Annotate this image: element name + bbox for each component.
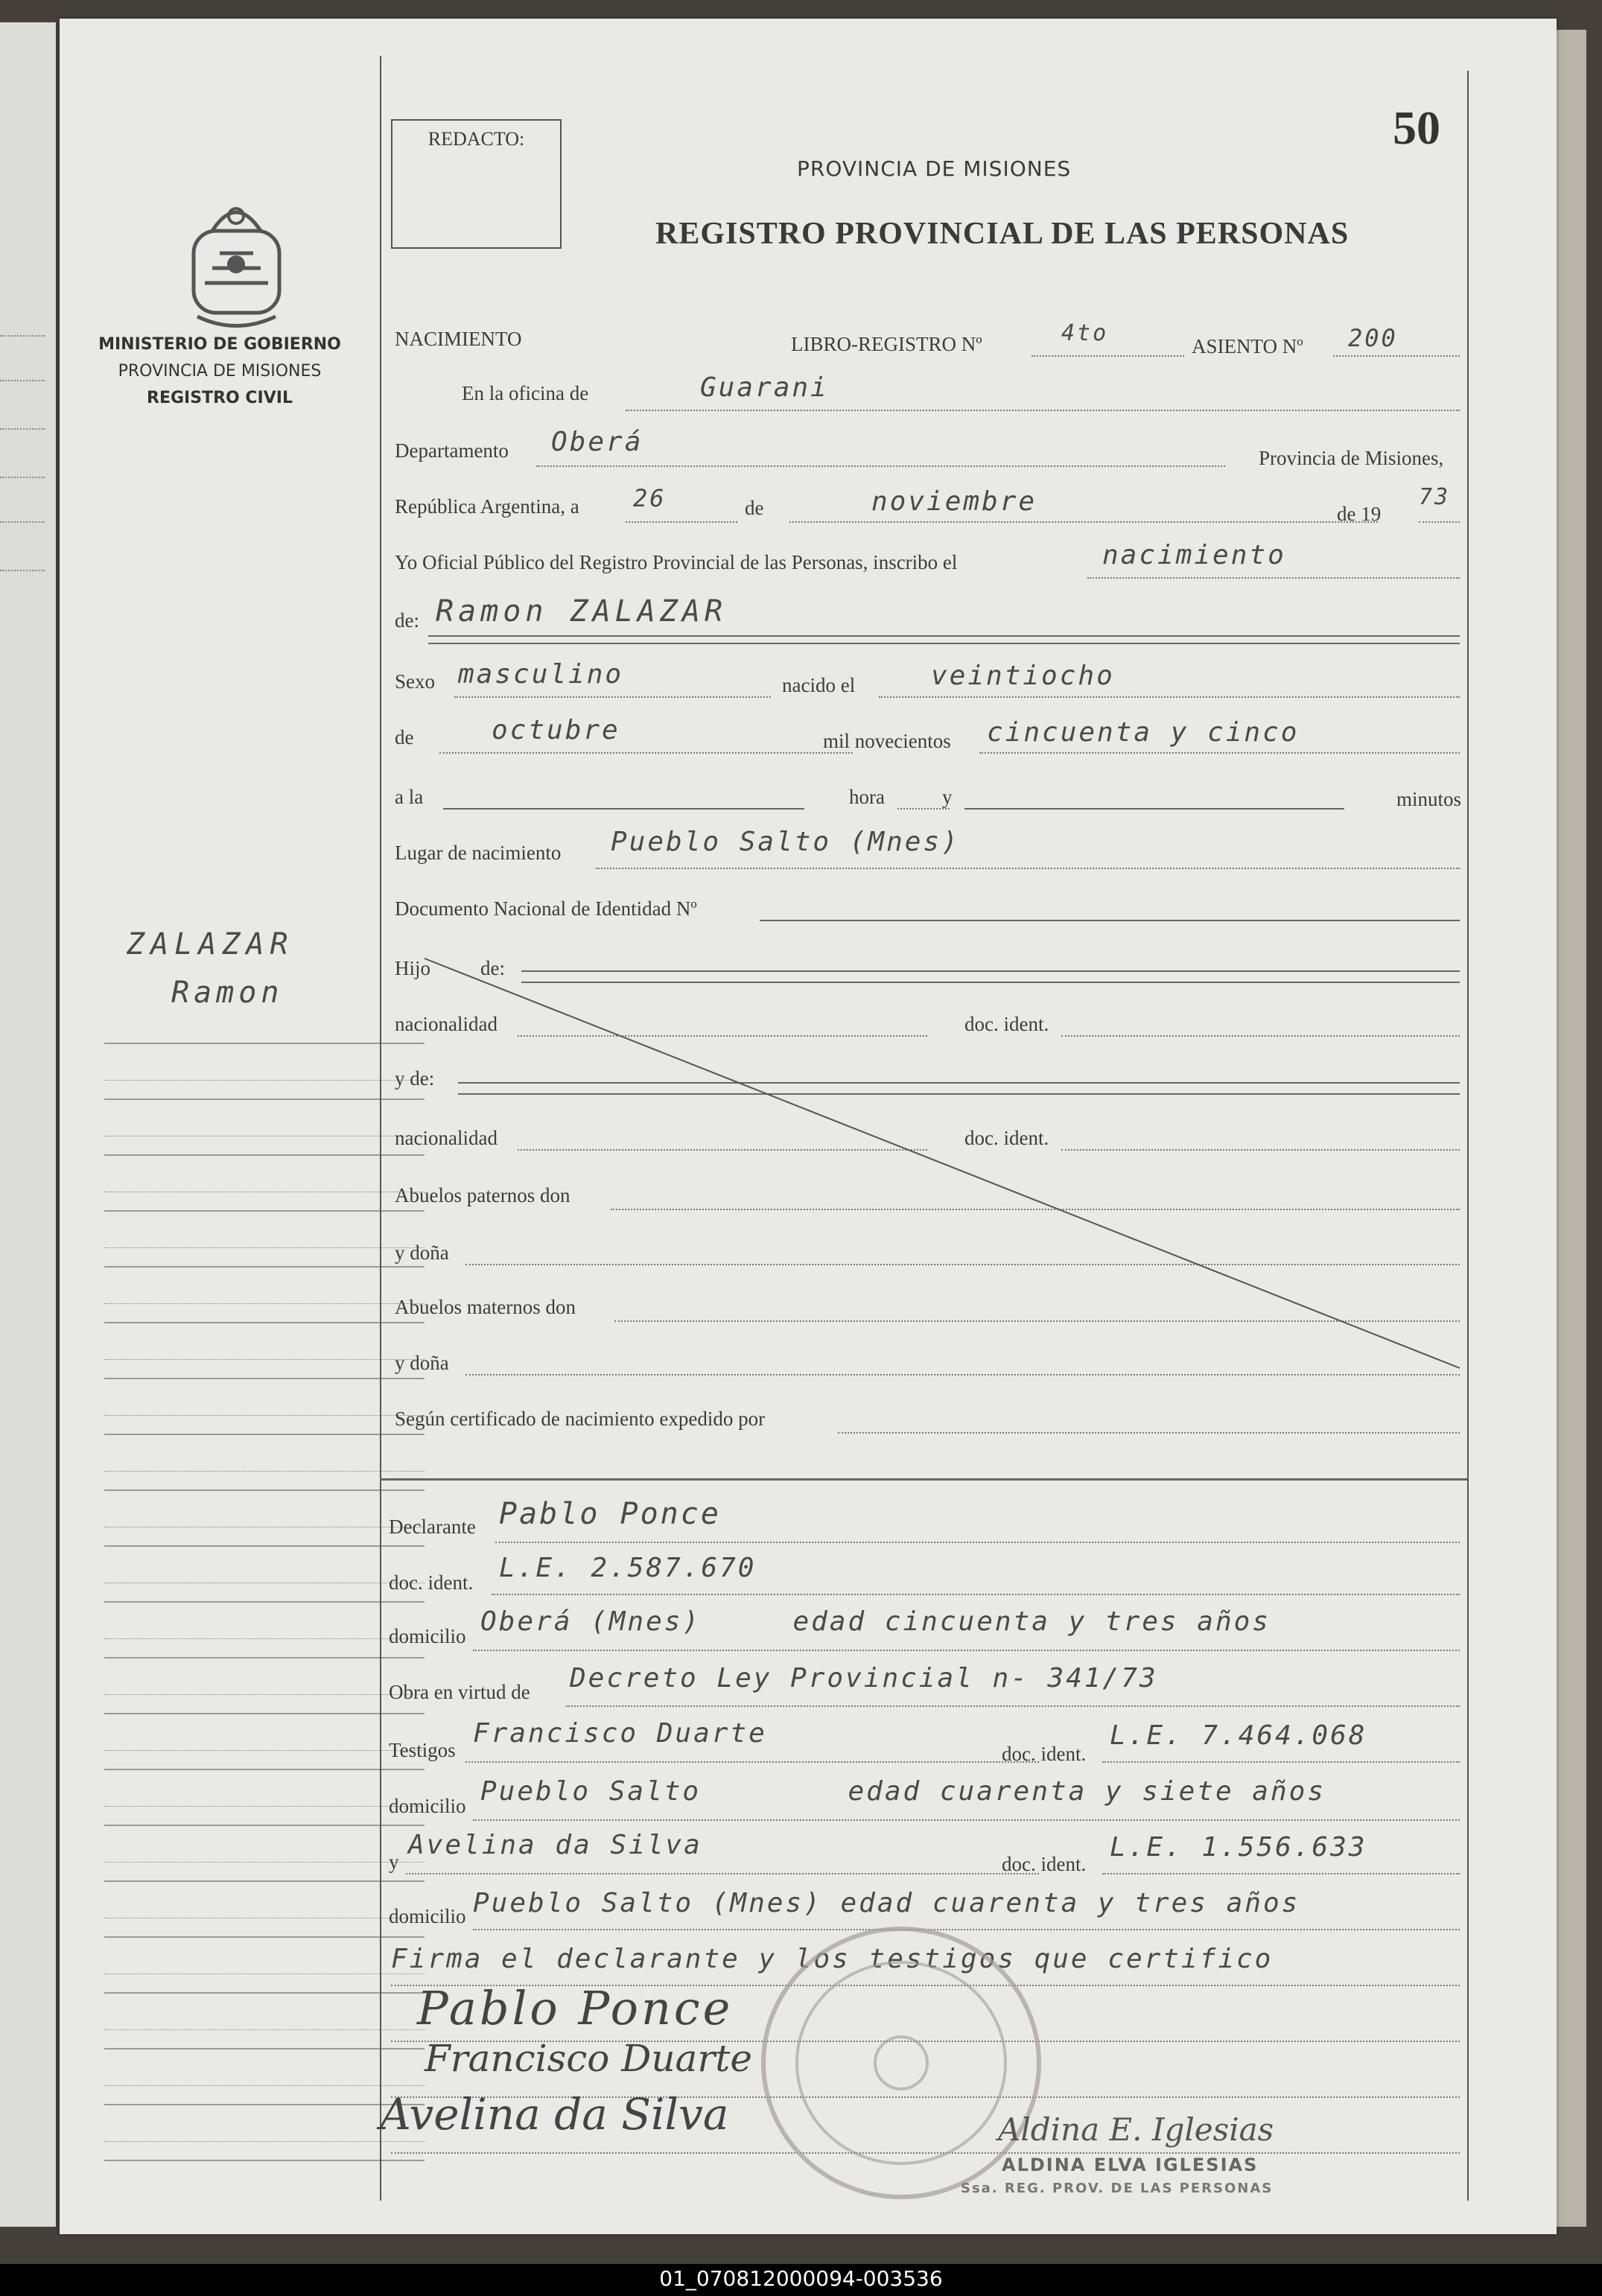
declarante-domicilio-value: Oberá (Mnes) edad cincuenta y tres años: [480, 1606, 1271, 1637]
signature-testigo-2: Avelina da Silva: [380, 2089, 729, 2140]
firma-text: Firma el declarante y los testigos que certifico: [391, 1944, 1274, 1974]
inscribo-value: nacimiento: [1102, 540, 1286, 570]
minutos-label: minutos: [1396, 788, 1462, 810]
de-label: de: [745, 497, 764, 519]
libro-registro-label: LIBRO-REGISTRO Nº: [791, 333, 982, 355]
declarante-label: Declarante: [389, 1516, 476, 1538]
asiento-label: ASIENTO Nº: [1192, 335, 1303, 357]
dni-label: Documento Nacional de Identidad Nº: [395, 897, 697, 920]
abuelos-paternos-label: Abuelos paternos don: [395, 1184, 570, 1206]
de-month-label: de: [395, 726, 414, 748]
y-dona-label-1: y doña: [395, 1241, 449, 1264]
year-value: 73: [1419, 484, 1451, 510]
libro-registro-value: 4to: [1061, 320, 1109, 346]
testigo-1-domicilio-value: Pueblo Salto edad cuarenta y siete años: [480, 1776, 1326, 1807]
ministry-line-2: PROVINCIA DE MISIONES: [118, 362, 322, 381]
testigo-2-prefix: y: [389, 1851, 399, 1873]
oficial-text: Yo Oficial Público del Registro Provincial de las Personas, inscribo el: [395, 551, 958, 573]
redacto-label: REDACTO:: [427, 128, 525, 150]
nacido-label: nacido el: [782, 674, 856, 696]
nacido-value: veintiocho: [931, 661, 1115, 691]
obra-label: Obra en virtud de: [389, 1681, 530, 1703]
margin-note-given-name: Ramon: [171, 976, 284, 1010]
domicilio-label-1: domicilio: [389, 1625, 466, 1647]
document-page: [60, 19, 1557, 2234]
segun-label: Según certificado de nacimiento expedido por: [395, 1408, 766, 1430]
departamento-label: Departamento: [395, 439, 509, 462]
hijo-de-label: de:: [480, 957, 505, 979]
oficina-label: En la oficina de: [462, 382, 589, 404]
signature-official: Aldina E. Iglesias: [998, 2111, 1274, 2148]
de-name-label: de:: [395, 609, 419, 632]
declarante-doc-label: doc. ident.: [389, 1571, 474, 1594]
ministry-line-3: REGISTRO CIVIL: [147, 389, 293, 407]
y-label: y: [942, 786, 953, 808]
asiento-value: 200: [1348, 324, 1398, 352]
signature-testigo-1: Francisco Duarte: [425, 2037, 752, 2080]
sexo-label: Sexo: [395, 670, 435, 693]
doc-ident-label-2: doc. ident.: [964, 1127, 1049, 1149]
birth-month-value: octubre: [492, 715, 620, 745]
testigo-1-doc-label: doc. ident.: [1002, 1743, 1087, 1765]
republica-label: República Argentina, a: [395, 495, 579, 518]
nacionalidad-label-2: nacionalidad: [395, 1127, 498, 1149]
testigo-1-value: Francisco Duarte: [473, 1718, 767, 1749]
sexo-value: masculino: [458, 659, 624, 690]
hijo-label: Hijo: [395, 957, 431, 979]
domicilio-label-3: domicilio: [389, 1905, 466, 1927]
nacimiento-label: NACIMIENTO: [395, 328, 522, 350]
file-name-label: 01_070812000094-003536: [659, 2266, 943, 2291]
province-heading: PROVINCIA DE MISIONES: [797, 156, 1072, 181]
a-la-label: a la: [395, 786, 424, 808]
book-edge: [1557, 30, 1586, 2227]
testigo-2-value: Avelina da Silva: [408, 1830, 702, 1860]
ministry-line-1: MINISTERIO DE GOBIERNO: [98, 335, 341, 354]
lugar-value: Pueblo Salto (Mnes): [611, 827, 960, 857]
testigos-label: Testigos: [389, 1739, 456, 1761]
testigo-2-domicilio-value: Pueblo Salto (Mnes) edad cuarenta y tres años: [473, 1888, 1300, 1918]
page-title: REGISTRO PROVINCIAL DE LAS PERSONAS: [655, 217, 1350, 251]
section-divider: [380, 1478, 1467, 1481]
declarante-value: Pablo Ponce: [499, 1497, 721, 1531]
doc-ident-label-1: doc. ident.: [964, 1013, 1049, 1035]
obra-value: Decreto Ley Provincial n- 341/73: [570, 1663, 1158, 1694]
lugar-label: Lugar de nacimiento: [395, 842, 562, 864]
hora-label: hora: [849, 786, 885, 808]
signature-declarante: Pablo Ponce: [417, 1981, 734, 2035]
month-value: noviembre: [871, 486, 1037, 517]
mil-novecientos-label: mil novecientos: [823, 730, 951, 752]
testigo-2-doc-value: L.E. 1.556.633: [1110, 1832, 1367, 1863]
previous-page-edge: [0, 22, 56, 2227]
departamento-value: Oberá: [551, 427, 643, 457]
y-dona-label-2: y doña: [395, 1352, 449, 1374]
official-title: Ssa. REG. PROV. DE LAS PERSONAS: [961, 2181, 1274, 2196]
oficina-value: Guarani: [700, 372, 829, 403]
nacionalidad-label-1: nacionalidad: [395, 1013, 498, 1035]
domicilio-label-2: domicilio: [389, 1795, 466, 1817]
folio-number: 50: [1393, 101, 1440, 154]
testigo-2-doc-label: doc. ident.: [1002, 1853, 1087, 1875]
official-name: ALDINA ELVA IGLESIAS: [1002, 2155, 1259, 2175]
year-label: de 19: [1337, 503, 1382, 525]
day-value: 26: [633, 484, 667, 512]
margin-note-surname: ZALAZAR: [127, 927, 294, 961]
testigo-1-doc-value: L.E. 7.464.068: [1110, 1720, 1367, 1751]
provincia-label: Provincia de Misiones,: [1259, 447, 1444, 469]
registrant-name-value: Ramon ZALAZAR: [436, 594, 728, 629]
y-de-label: y de:: [395, 1067, 435, 1090]
birth-year-value: cincuenta y cinco: [987, 717, 1300, 748]
abuelos-maternos-label: Abuelos maternos don: [395, 1296, 576, 1318]
declarante-doc-value: L.E. 2.587.670: [499, 1553, 757, 1583]
